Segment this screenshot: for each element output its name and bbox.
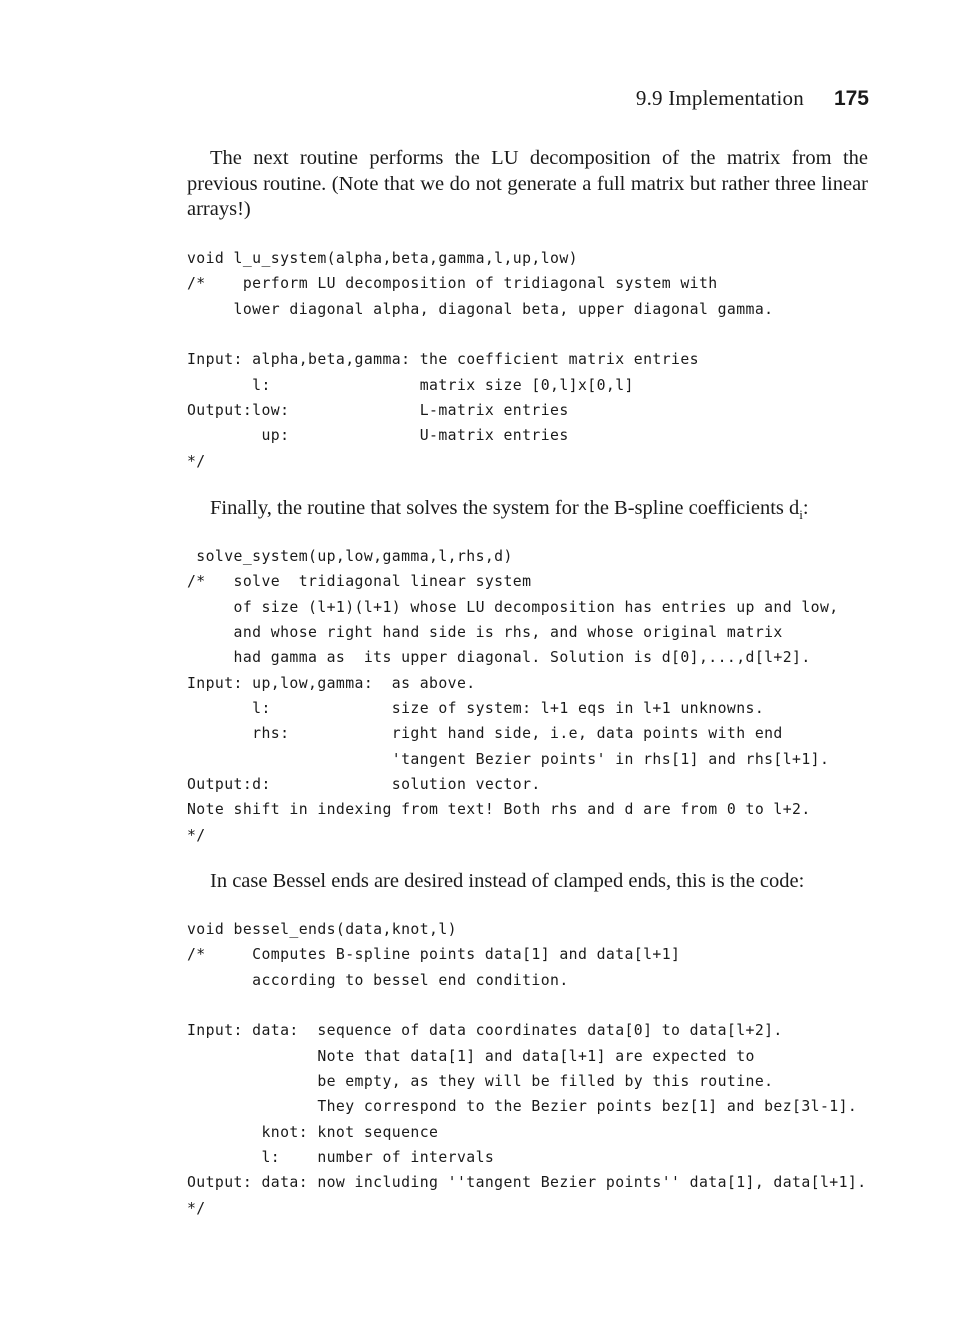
section-title: 9.9 Implementation [635,86,804,110]
intro-paragraph: The next routine performs the LU decomposition of the matrix from the previous routine. (Note that we do not generate a full matrix but rather three linear arrays!) [187,147,868,220]
page-number: 175 [833,87,869,110]
finally-subscript: i [799,507,803,523]
code-block-bessel-ends: void bessel_ends(data,knot,l) /* Computes B-spline points data[1] and data[l+1] according to bessel end condition. Input: data: sequence of data coordinates data[0] to data[l+2]. Note that data[1] and data[l+1] are expected to be empty, as they will be filled by this routine. They correspond to the Bezier points bez[1] and bez[3l-1]. knot: knot sequence l: number of intervals Output: data: now including ''tangent Bezier points'' data[1], data[l+1]. */ [187,921,867,1217]
finally-paragraph [187,496,868,528]
finally-text: Finally, the routine that solves the system for the B-spline coefficients d [210,497,800,519]
bessel-paragraph: In case Bessel ends are desired instead of clamped ends, this is the code: [210,870,805,892]
code-block-solve-system: solve_system(up,low,gamma,l,rhs,d) /* solve tridiagonal linear system of size (l+1)(l+1) whose LU decomposition has entries up and low, and whose right hand side is rhs, and whose original matrix had gamma as its upper diagonal. Solution is d[0],...,d[l+2]. Input: up,low,gamma: as above. l: size of system: l+1 eqs in l+1 unknowns. rhs: right hand side, i.e, data points with end 'tangent Bezier points' in rhs[1] and rhs[l+1]. Output:d: solution vector. Note shift in indexing from text! Both rhs and d are from 0 to l+2. */ [187,548,839,844]
code-block-lu-system: void l_u_system(alpha,beta,gamma,l,up,low) /* perform LU decomposition of tridiagonal system with lower diagonal alpha, diagonal beta, upper diagonal gamma. Input: alpha,beta,gamma: the coefficient matrix entries l: matrix size [0,l]x[0,l] Output:low: L-matrix entries up: U-matrix entries */ [187,250,774,470]
finally-colon: : [802,497,809,519]
running-header [636,86,869,111]
